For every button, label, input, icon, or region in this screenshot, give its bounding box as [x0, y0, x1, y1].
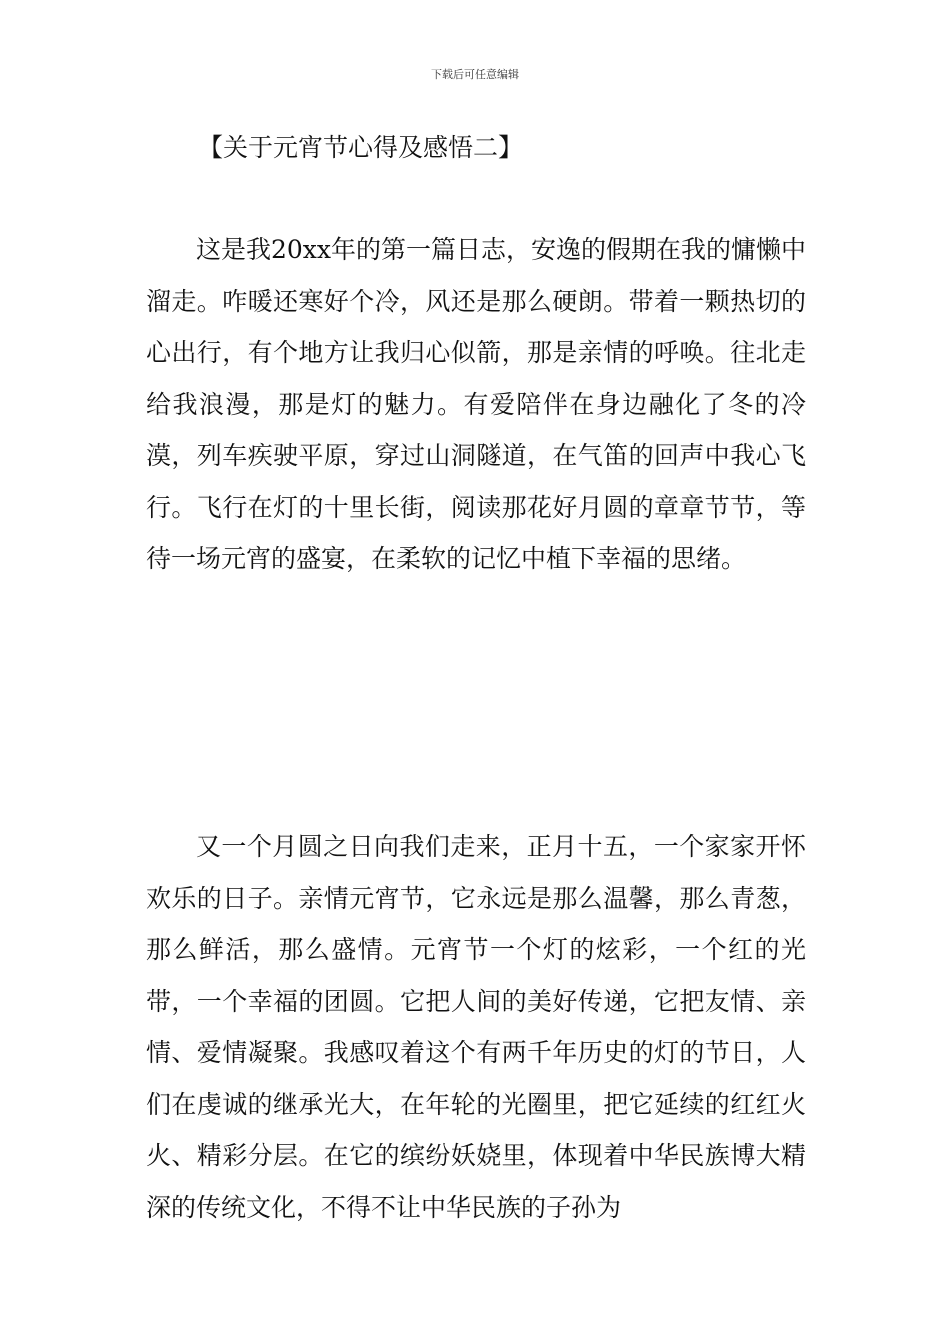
paragraph-2: 又一个月圆之日向我们走来，正月十五，一个家家开怀欢乐的日子。亲情元宵节，它永远是那么温馨，那么青葱，那么鲜活，那么盛情。元宵节一个灯的炫彩，一个红的光带，一个幸福的团圆。它把人间的美好传递，它把友情、亲情、爱情凝聚。我感叹着这个有两千年历史的灯的节日，人们在虔诚的继承光大，在年轮的光圈里，把它延续的红红火火、精彩分层。在它的缤纷妖娆里，体现着中华民族博大精深的传统文化，不得不让中华民族的子孙为 [146, 832, 806, 1222]
header-note: 下载后可任意编辑 [431, 68, 519, 81]
document-title: 【关于元宵节心得及感悟二】 [198, 133, 524, 162]
paragraph-1: 这是我20xx年的第一篇日志，安逸的假期在我的慵懒中溜走。咋暖还寒好个冷，风还是那么硬朗。带着一颗热切的心出行，有个地方让我归心似箭，那是亲情的呼唤。往北走给我浪漫，那是灯的魅力。有爱陪伴在身边融化了冬的冷漠，列车疾驶平原，穿过山洞隧道，在气笛的回声中我心飞行。飞行在灯的十里长街，阅读那花好月圆的章章节节，等待一场元宵的盛宴，在柔软的记忆中植下幸福的思绪。 [146, 235, 807, 573]
